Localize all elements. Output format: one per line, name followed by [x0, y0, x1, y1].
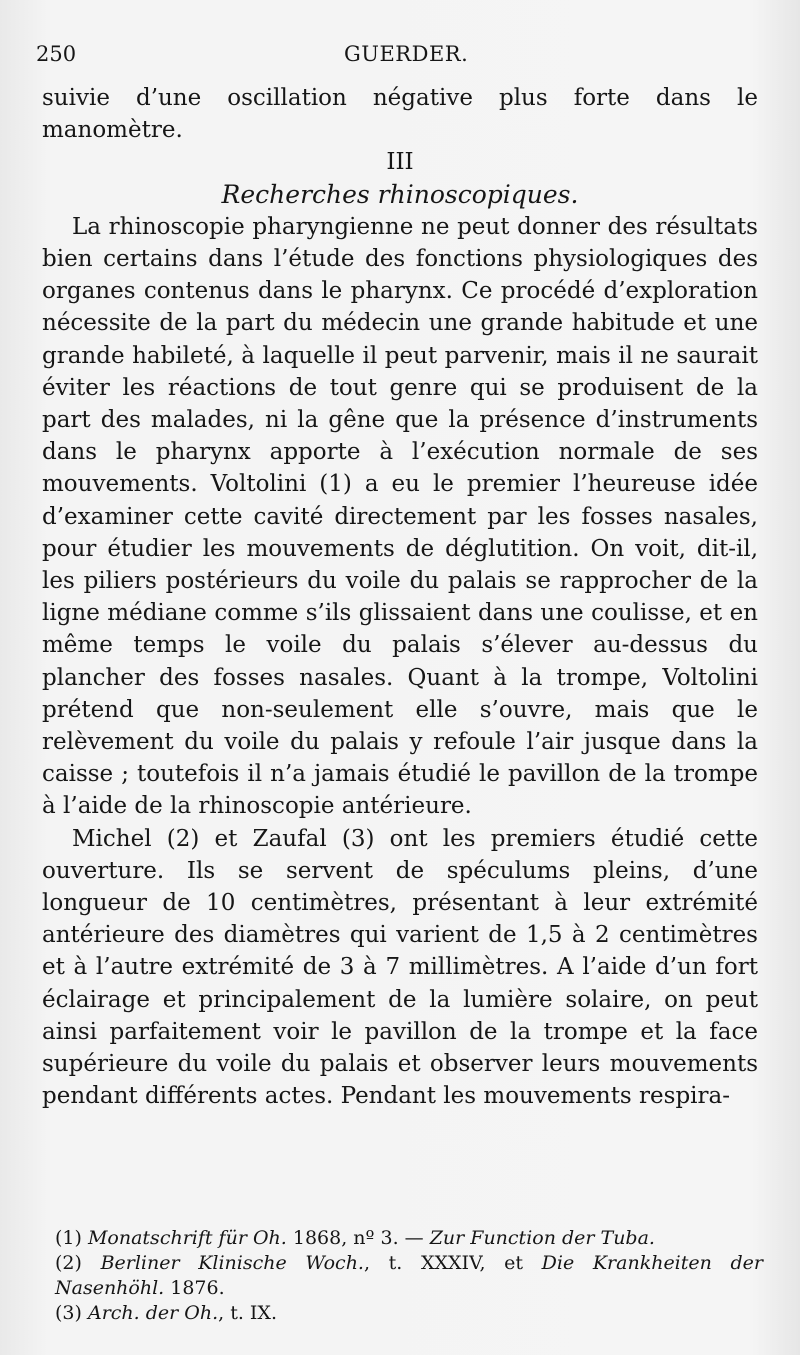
footnote-marker: (1) — [55, 1227, 82, 1249]
footnotes — [55, 1226, 763, 1326]
page-number: 250 — [36, 42, 77, 66]
section-number: III — [386, 149, 414, 176]
footnote-source: Monatschrift für Oh. — [87, 1227, 287, 1249]
footnote-text: , t. IX. — [218, 1302, 277, 1324]
section-title: Recherches rhinoscopiques. — [221, 179, 579, 209]
footnote-marker: (2) — [55, 1252, 82, 1274]
running-head: GUERDER. — [344, 42, 469, 66]
footnote-source: Berliner Klinische Woch. — [100, 1252, 364, 1274]
footnote-marker: (3) — [55, 1302, 82, 1324]
paragraph-michel-zaufal: Michel (2) et Zaufal (3) ont les premiers étudié cette ouverture. Ils se servent de spéculums pleins, d’une longueur de 10 centimètres, présentant à leur extrémité antérieure des diamètres qui varient de 1,5 à 2 centimètres et à l’autre extrémité de 3 à 7 millimètres. A l’aide d’un fort éclairage et principalement de la lumière solaire, on peut ainsi parfaitement voir le pavillon de la trompe et la face supérieure du voile du palais et observer leurs mouvements pendant différents actes. Pendant les mouvements respira- — [42, 825, 758, 1110]
footnote-source: Zur Function der Tuba. — [429, 1227, 655, 1249]
carryover-paragraph: suivie d’une oscillation négative plus forte dans le manomètre. — [42, 85, 758, 144]
footnote-2 — [55, 1251, 763, 1301]
footnote-source: Arch. der Oh. — [87, 1302, 219, 1324]
footnote-1 — [55, 1226, 763, 1251]
page-header — [36, 42, 756, 76]
footnote-text: , t. XXXIV, et — [363, 1252, 542, 1274]
paragraph-rhinoscopie: La rhinoscopie pharyngienne ne peut donner des résultats bien certains dans l’étude des fonctions physiologiques des organes contenus dans le pharynx. Ce procédé d’exploration nécessite de la part du médecin une grande habitude et une grande habileté, à laquelle il peut parvenir, mais il ne saurait éviter les réactions de tout genre qui se produisent de la part des malades, ni la gêne que la présence d’instruments dans le pharynx apporte à l’exécution normale de ses mouvements. Voltolini (1) a eu le premier l’heureuse idée d’examiner cette cavité directement par les fosses nasales, pour étudier les mouvements de déglutition. On voit, dit-il, les piliers postérieurs du voile du palais se rapprocher de la ligne médiane comme s’ils glissaient dans une coulisse, et en même temps le voile du palais s’élever au-dessus du plancher des fosses nasales. Quant à la trompe, Voltolini prétend que non-seulement elle s’ouvre, mais que le relèvement du voile du palais y refoule l’air jusque dans la caisse ; toutefois il n’a jamais étudié le pavillon de la trompe à l’aide de la rhinoscopie antérieure. — [42, 213, 758, 820]
footnote-text: 1876. — [164, 1277, 225, 1299]
footnote-3 — [55, 1301, 763, 1326]
body-text — [42, 82, 758, 1113]
footnote-source: Die Krankheiten der Nasenhöhl. — [55, 1252, 764, 1299]
footnote-text: 1868, nº 3. — — [286, 1227, 430, 1249]
